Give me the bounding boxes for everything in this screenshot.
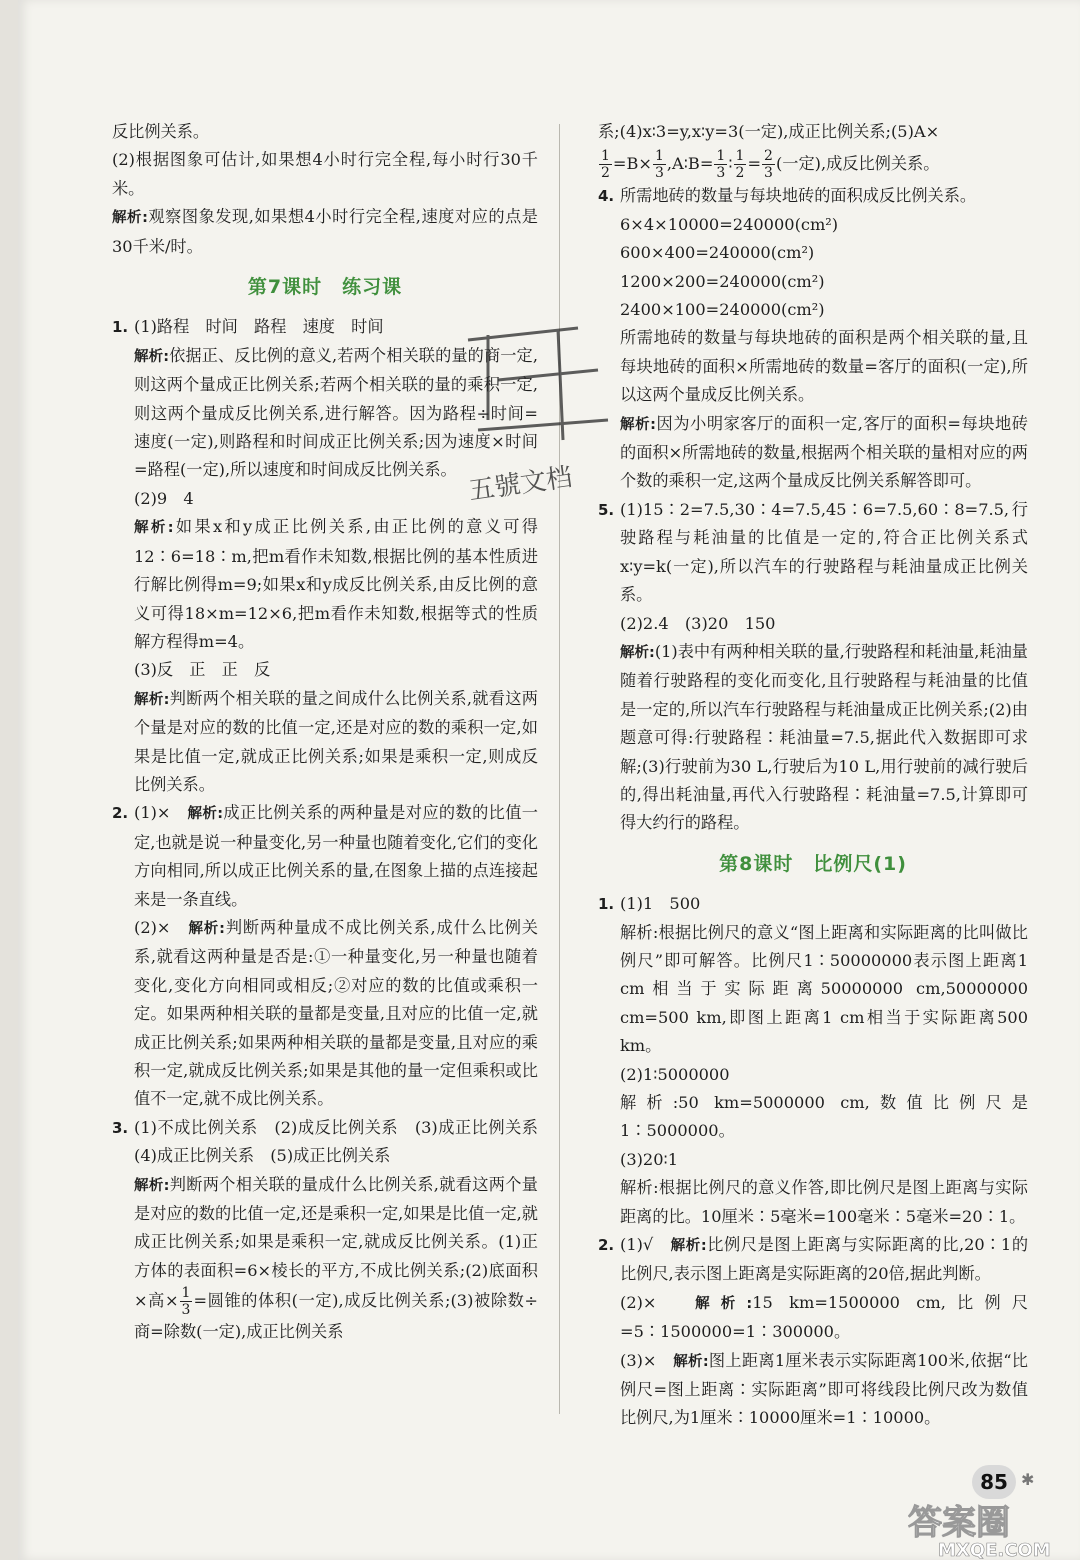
section-title-lesson-8: 第8课时 比例尺(1)	[719, 852, 907, 875]
column-divider	[559, 124, 560, 1414]
question-3	[112, 1114, 555, 1347]
star-icon: ✱	[1021, 1470, 1035, 1489]
fraction-line	[598, 146, 1028, 182]
fraction-numerator: 1	[654, 148, 664, 165]
answer: (2)1∶5000000	[620, 1064, 730, 1084]
fraction-numerator: 1	[716, 148, 726, 165]
watermark-stamp	[458, 320, 618, 520]
answer: 所需地砖的数量与每块地砖的面积是两个相关联的量,且每块地砖的面积×所需地砖的数量=客厅的面积(一定),所以这两个量成反比例关系。	[620, 328, 1028, 405]
analysis	[112, 203, 538, 261]
analysis-text: 因为小明家客厅的面积一定,客厅的面积=每块地砖的面积×所需地砖的数量,根据两个相关联的量相对应的两个数的乘积一定,这两个量成反比例关系解答即可。	[620, 413, 1028, 491]
equation: 1200×200=240000(cm²)	[620, 271, 825, 291]
analysis-label: 解析:	[134, 520, 174, 537]
answer: (1)路程 时间 路程 速度 时间	[134, 317, 384, 337]
analysis-text: 15 km=1500000 cm,比例尺=5∶1500000=1∶300000。	[620, 1292, 1028, 1342]
question-4	[598, 182, 1028, 495]
analysis-text: 图上距离1厘米表示实际距离100米,依据“比例尺=图上距离∶实际距离”即可将线段比例尺改为数值比例尺,为1厘米∶10000厘米=1∶10000。	[620, 1350, 1028, 1428]
text-line: 系;(4)x∶3=y,x∶y=3(一定),成正比例关系;(5)A×	[598, 122, 940, 141]
question-8-2	[598, 1231, 1028, 1433]
answer: (2)×	[134, 917, 171, 937]
fraction-denominator: 2	[601, 165, 610, 182]
answer: (1)√	[620, 1235, 654, 1255]
analysis-label: 解析:	[670, 1238, 707, 1255]
answer-with-analysis	[620, 1347, 1028, 1433]
svg-text:答案圈: 答案圈	[908, 1503, 1010, 1543]
analysis	[134, 513, 538, 656]
question-number: 2.	[598, 1236, 615, 1255]
answer: (3)×	[620, 1350, 657, 1370]
analysis-label: 解析:	[620, 644, 655, 661]
fraction-numerator: 1	[601, 148, 610, 165]
fraction-denominator: 3	[181, 1302, 191, 1319]
analysis-text: 解析:50 km=5000000 cm,数值比例尺是1∶5000000。	[620, 1093, 1028, 1141]
question-5	[598, 496, 1028, 838]
section-title-lesson-7: 第7课时 练习课	[247, 276, 403, 299]
analysis-text: 如果x和y成正比例关系,由正比例的意义可得12∶6=18∶m,把m看作未知数,根据比例的基本性质进行解比例得m=9;如果x和y成反比例关系,由反比例的意义可得18×m=12×6,把m看作未知数,根据等式的性质解方程得m=4。	[134, 517, 538, 651]
page-number: 85	[972, 1465, 1016, 1499]
fraction-denominator: 2	[735, 165, 745, 182]
svg-text:五號文档: 五號文档	[466, 462, 575, 507]
analysis-text: 观察图象发现,如果想4小时行完全程,速度对应的点是30千米/时。	[112, 207, 538, 256]
text: =	[747, 154, 762, 174]
analysis-label: 解析:	[134, 348, 170, 365]
analysis-label: 解析:	[134, 1177, 170, 1194]
analysis-label: 解析:	[188, 920, 225, 937]
answer-with-analysis	[134, 799, 538, 914]
fraction-numerator: 1	[181, 1285, 191, 1302]
answer: (1)不成比例关系 (2)成反比例关系 (3)成正比例关系 (4)成正比例关系 (5)成正比例关系	[134, 1117, 555, 1166]
question-number: 2.	[112, 804, 129, 823]
answer: (2)×	[620, 1292, 657, 1312]
answer: (1)1 500	[620, 894, 701, 914]
analysis-label: 解析:	[695, 1295, 753, 1312]
text: =B×	[612, 154, 652, 174]
question-2	[112, 799, 538, 1113]
analysis-label: 解析:	[673, 1353, 709, 1370]
right-column	[598, 118, 1028, 1433]
analysis-text: 解析:根据比例尺的意义“图上距离和实际距离的比叫做比例尺”即可解答。比例尺1∶50000000表示图上距离1 cm相当于实际距离50000000 cm,50000000 cm=500 km,即图上距离1 cm相当于实际距离500 km。	[620, 922, 1028, 1056]
svg-text:MXQE.COM: MXQE.COM	[938, 1540, 1051, 1560]
text-line: 反比例关系。	[112, 122, 210, 141]
answer: (3)反 正 正 反	[134, 660, 271, 680]
fraction	[599, 148, 612, 181]
fraction-numerator: 1	[735, 148, 745, 165]
fraction	[653, 148, 666, 181]
analysis-label: 解析:	[134, 691, 170, 708]
answer: (1)15∶2=7.5,30∶4=7.5,45∶6=7.5,60∶8=7.5,行驶路程与耗油量的比值是一定的,符合正比例关系式x∶y=k(一定),所以汽车的行驶路程与耗油量成正比例关系。	[620, 499, 1028, 605]
fraction	[714, 148, 727, 181]
analysis-text: 判断两个相关联的量成什么比例关系,就看这两个量是对应的数的比值一定,还是乘积一定,如果是比值一定,就成正比例关系;如果是乘积一定,就成反比例关系。(1)正方体的表面积=6×棱长的平方,不成比例关系;(2)底面积×高×	[134, 1174, 538, 1311]
analysis-text: 判断两个相关联的量之间成什么比例关系,就看这两个量是对应的数的比值一定,还是对应的数的乘积一定,如果是比值一定,就成正比例关系;如果是乘积一定,则成反比例关系。	[134, 688, 538, 794]
question-8-1	[598, 890, 1028, 1231]
text: ,A∶B=	[666, 154, 714, 174]
answer: (1)×	[134, 803, 171, 823]
fraction-denominator: 3	[716, 165, 726, 182]
answer: (2)9 4	[134, 488, 194, 508]
analysis-label: 解析:	[187, 806, 224, 823]
analysis-text: 解析:根据比例尺的意义作答,即比例尺是图上距离与实际距离的比。10厘米∶5毫米=100毫米∶5毫米=20∶1。	[620, 1178, 1028, 1226]
question-number: 1.	[598, 895, 615, 914]
analysis	[134, 1171, 538, 1347]
analysis-label: 解析:	[112, 210, 148, 227]
answer-with-analysis	[620, 1231, 1028, 1289]
analysis-text: 依据正、反比例的意义,若两个相关联的量的商一定,则这两个量成正比例关系;若两个相关联的量的乘积一定,则这两个量成反比例关系,进行解答。因为路程÷时间=速度(一定),则路程和时间成正比例关系;因为速度×时间=路程(一定),所以速度和时间成反比例关系。	[134, 345, 538, 480]
fraction-denominator: 3	[764, 165, 773, 182]
question-number: 1.	[112, 318, 129, 337]
text: (一定),成反比例关系。	[775, 154, 940, 174]
fraction	[734, 148, 747, 181]
text-line: (2)根据图象可估计,如果想4小时行完全程,每小时行30千米。	[112, 150, 538, 198]
fraction-denominator: 3	[654, 165, 664, 182]
answer: (3)20∶1	[620, 1149, 679, 1169]
analysis-text: =圆锥的体积(一定),成反比例关系;(3)被除数÷商=除数(一定),成正比例关系	[134, 1291, 538, 1342]
answer: (2)2.4 (3)20 150	[620, 613, 776, 633]
analysis	[620, 410, 1028, 496]
question-number: 4.	[598, 187, 615, 206]
analysis-text: 判断两种量成不成比例关系,成什么比例关系,就看这两种量是否是:①一种量变化,另一种量也随着变化,变化方向相同或相反;②对应的数的比值或乘积一定。如果两种相关联的量都是变量,且对应的比值一定,就成正比例关系;如果两种相关联的量都是变量,且对应的乘积一定,就成反比例关系;如果是其他的量一定但乘积或比值不一定,就不成比例关系。	[134, 917, 538, 1109]
site-logo	[908, 1500, 1080, 1560]
question-number: 3.	[112, 1118, 129, 1137]
book-page	[18, 0, 1080, 1560]
equation: 600×400=240000(cm²)	[620, 243, 815, 263]
analysis-text: 成正比例关系的两种量是对应的数的比值一定,也就是说一种量变化,另一种量也随着变化,它们的变化方向相同,所以成正比例关系的量,在图象上描的点连接起来是一条直线。	[134, 803, 538, 909]
fraction	[180, 1285, 193, 1318]
analysis	[134, 685, 538, 800]
answer-with-analysis	[134, 914, 538, 1114]
left-column	[112, 118, 555, 1347]
analysis-text: 比例尺是图上距离与实际距离的比,20∶1的比例尺,表示图上距离是实际距离的20倍,据此判断。	[620, 1235, 1029, 1284]
analysis	[620, 638, 1028, 838]
equation: 2400×100=240000(cm²)	[620, 300, 825, 320]
analysis-label: 解析:	[620, 416, 656, 433]
question-number: 5.	[598, 500, 615, 519]
text: ∶	[728, 154, 733, 174]
equation: 6×4×10000=240000(cm²)	[620, 214, 839, 234]
answer-with-analysis	[620, 1289, 1028, 1347]
answer: 所需地砖的数量与每块地砖的面积成反比例关系。	[620, 186, 977, 206]
fraction	[762, 148, 775, 181]
fraction-numerator: 2	[764, 148, 773, 165]
analysis-text: (1)表中有两种相关联的量,行驶路程和耗油量,耗油量随着行驶路程的变化而变化,且行驶路程与耗油量的比值是一定的,所以汽车行驶路程与耗油量成正比例关系;(2)由题意可得:行驶路程∶耗油量=7.5,据此代入数据即可求解;(3)行驶前为30 L,行驶后为10 L,用行驶前的减行驶后的,得出耗油量,再代入行驶路程∶耗油量=7.5,计算即可得大约行的路程。	[620, 641, 1028, 833]
